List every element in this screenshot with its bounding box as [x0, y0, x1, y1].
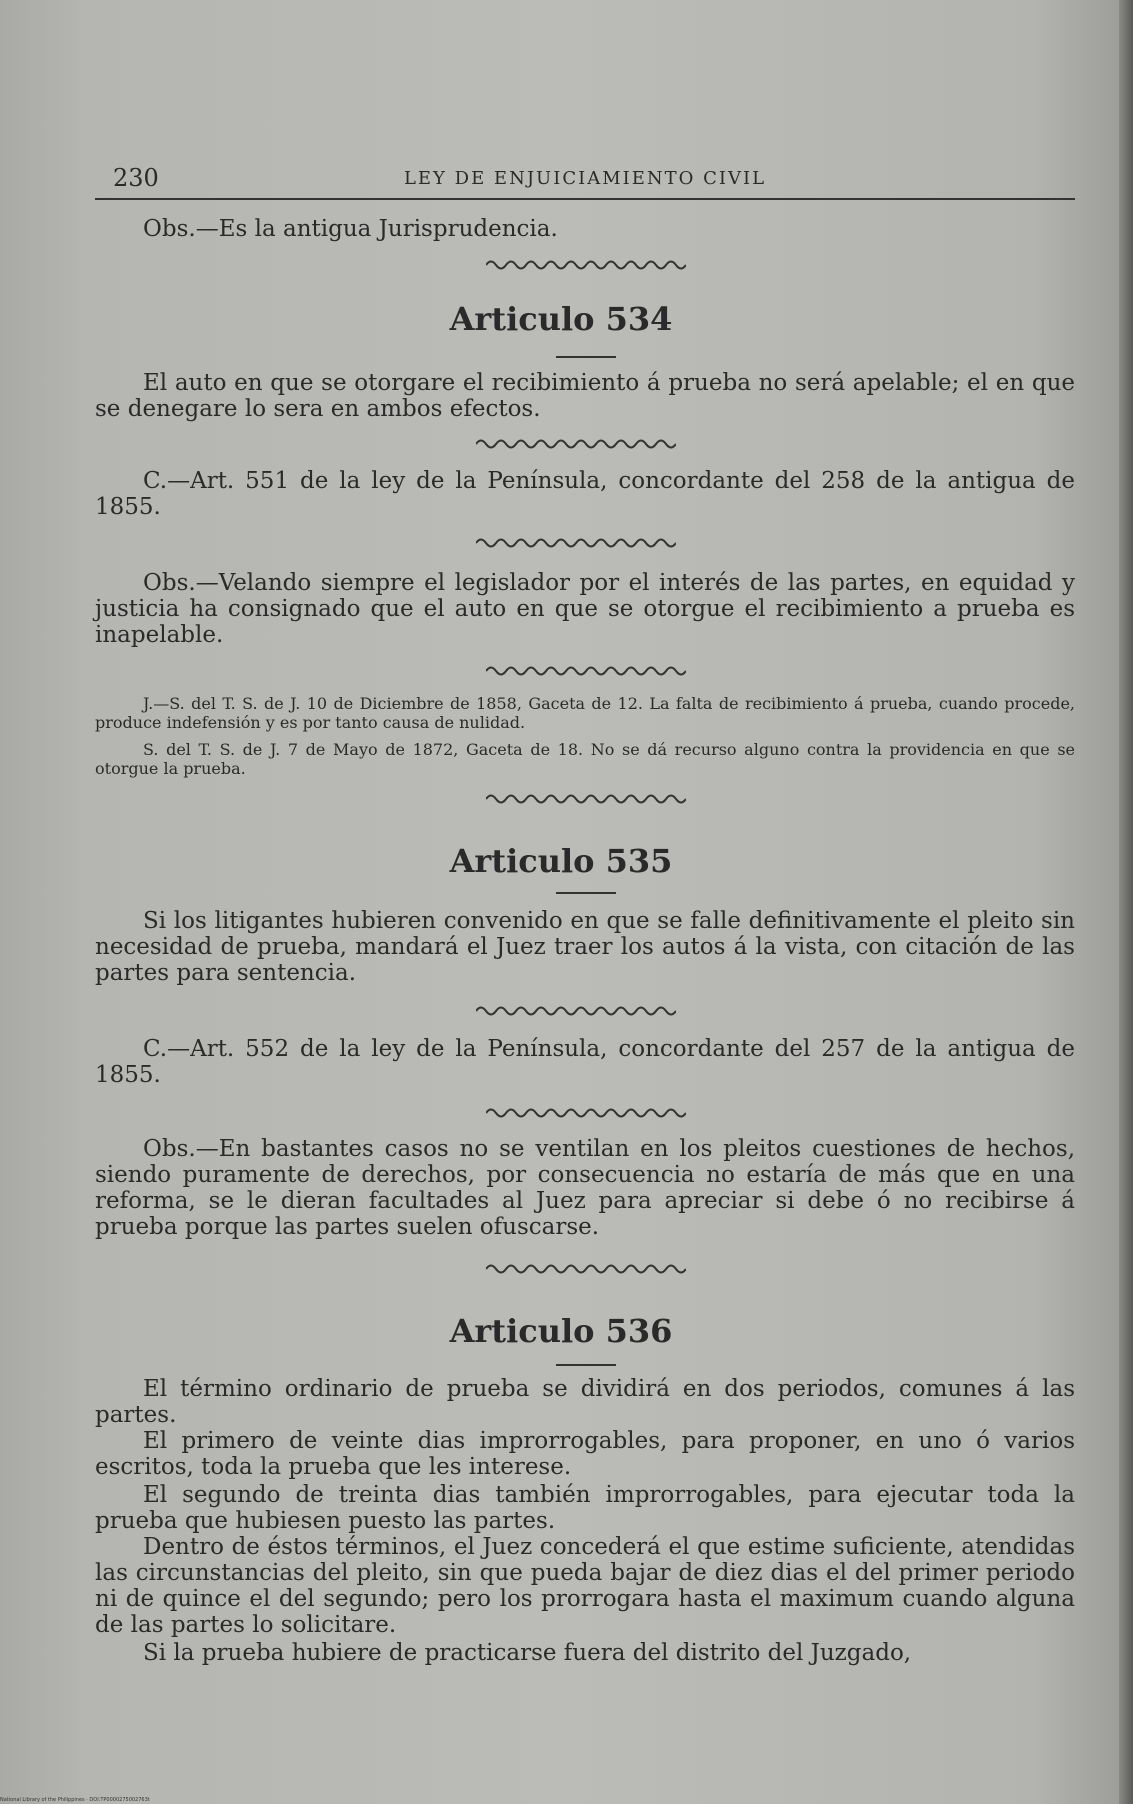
- article-536-paragraph-1: El término ordinario de prueba se dividirá en dos periodos, comunes á las partes.: [95, 1376, 1075, 1428]
- ornament-divider: [486, 792, 686, 806]
- article-535-text: Si los litigantes hubieren convenido en que se falle definitivamente el pleito sin necesidad de prueba, mandará el Juez traer los autos á la vista, con citación de las partes para sentencia.: [95, 908, 1075, 986]
- ornament-divider: [476, 437, 676, 451]
- running-header: [95, 164, 1075, 194]
- article-534-concordance: C.—Art. 551 de la ley de la Península, concordante del 258 de la antigua de 1855.: [95, 468, 1075, 520]
- running-title: LEY DE ENJUICIAMIENTO CIVIL: [403, 168, 767, 189]
- page-number: 230: [113, 164, 159, 192]
- title-underline: [556, 1364, 616, 1366]
- ornament-divider: [486, 664, 686, 678]
- article-535-observation: Obs.—En bastantes casos no se ventilan en los pleitos cuestiones de hechos, siendo puramente de derechos, por consecuencia no estaría de más que en una reforma, se le dieran facultades al Juez para apreciar si debe ó no recibirse á prueba porque las partes suelen ofuscarse.: [95, 1136, 1075, 1240]
- ornament-divider: [486, 258, 686, 272]
- article-534-title: Articulo 534: [449, 300, 673, 338]
- ornament-divider: [486, 1262, 686, 1276]
- title-underline: [556, 356, 616, 358]
- article-535-title: Articulo 535: [449, 842, 673, 880]
- ornament-divider: [476, 1004, 676, 1018]
- article-536-title: Articulo 536: [449, 1312, 673, 1350]
- article-536-paragraph-4: Dentro de éstos términos, el Juez concederá el que estime suficiente, atendidas las circunstancias del pleito, sin que pueda bajar de diez dias el del primer periodo ni de quince el del segundo; pero los prorrogara hasta el maximum cuando alguna de las partes lo solicitare.: [95, 1534, 1075, 1638]
- article-536-paragraph-2: El primero de veinte dias improrrogables, para proponer, en uno ó varios escritos, toda la prueba que les interese.: [95, 1428, 1075, 1480]
- page-edge: [1119, 0, 1133, 1804]
- ornament-divider: [486, 1106, 686, 1120]
- scan-footer: National Library of the Philippines · DOI:TP0000275002763t: [0, 1797, 150, 1803]
- article-534-text: El auto en que se otorgare el recibimiento á prueba no será apelable; el en que se denegare lo sera en ambos efectos.: [95, 370, 1075, 422]
- article-534-observation: Obs.—Velando siempre el legislador por el interés de las partes, en equidad y justicia ha consignado que el auto en que se otorgue el recibimiento a prueba es inapelable.: [95, 570, 1075, 648]
- ornament-divider: [476, 536, 676, 550]
- article-536-paragraph-5: Si la prueba hubiere de practicarse fuera del distrito del Juzgado,: [143, 1640, 912, 1666]
- article-535-concordance: C.—Art. 552 de la ley de la Península, concordante del 257 de la antigua de 1855.: [95, 1036, 1075, 1088]
- article-534-jurisprudence-2: S. del T. S. de J. 7 de Mayo de 1872, Gaceta de 18. No se dá recurso alguno contra la providencia en que se otorgue la prueba.: [95, 740, 1075, 778]
- obs-top: Obs.—Es la antigua Jurisprudencia.: [143, 216, 558, 242]
- article-534-jurisprudence-1: J.—S. del T. S. de J. 10 de Diciembre de 1858, Gaceta de 12. La falta de recibimiento á prueba, cuando procede, produce indefensión y es por tanto causa de nulidad.: [95, 694, 1075, 732]
- header-rule: [95, 198, 1075, 200]
- title-underline: [556, 892, 616, 894]
- article-536-paragraph-3: El segundo de treinta dias también improrrogables, para ejecutar toda la prueba que hubiesen puesto las partes.: [95, 1482, 1075, 1534]
